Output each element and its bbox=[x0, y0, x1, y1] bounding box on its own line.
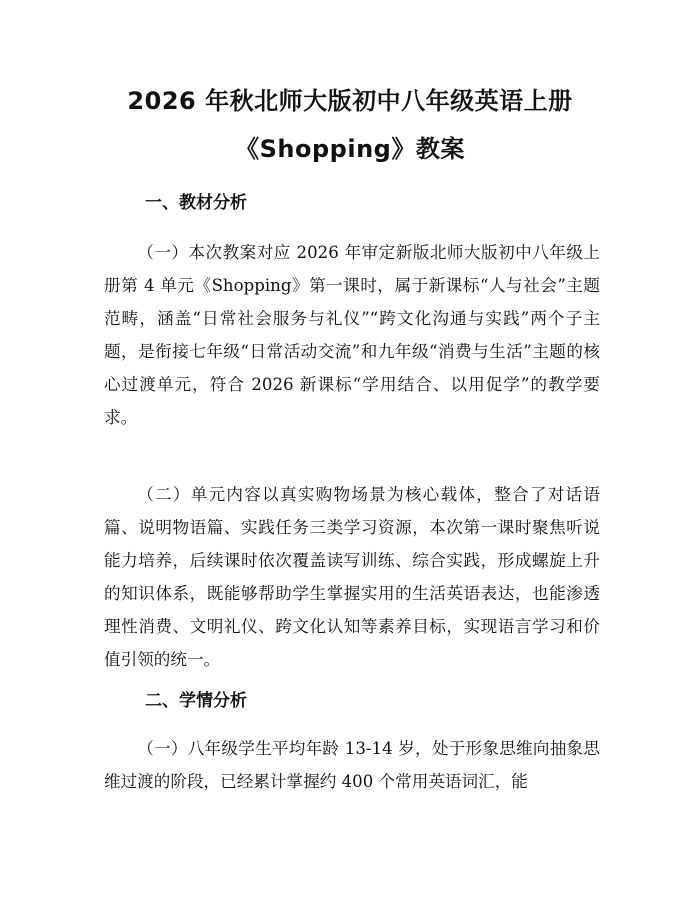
document-title-line-2: 《Shopping》教案 bbox=[235, 135, 465, 163]
section-heading-textbook-analysis: 一、教材分析 bbox=[145, 193, 247, 213]
paragraph-textbook-analysis-1: （一）本次教案对应 2026 年审定新版北师大版初中八年级上册第 4 单元《Shopping》第一课时，属于新课标“人与社会”主题范畴，涵盖“日常社会服务与礼仪”“跨文化沟通与实践”两个子主题，是衔接七年级“日常活动交流”和九年级“消费与生活”主题的核心过渡单元，符合 2026 新课标“学用结合、以用促学”的教学要求。 bbox=[104, 243, 600, 427]
document-title-line-1: 2026 年秋北师大版初中八年级英语上册 bbox=[127, 87, 573, 115]
section-heading-learner-analysis: 二、学情分析 bbox=[145, 691, 247, 711]
paragraph-textbook-analysis-2: （二）单元内容以真实购物场景为核心载体，整合了对话语篇、说明物语篇、实践任务三类学习资源，本次第一课时聚焦听说能力培养，后续课时依次覆盖读写训练、综合实践，形成螺旋上升的知识体系，既能够帮助学生掌握实用的生活英语表达，也能渗透理性消费、文明礼仪、跨文化认知等素养目标，实现语言学习和价值引领的统一。 bbox=[104, 485, 600, 669]
paragraph-learner-analysis-1: （一）八年级学生平均年龄 13-14 岁，处于形象思维向抽象思维过渡的阶段，已经累计掌握约 400 个常用英语词汇，能 bbox=[104, 739, 600, 791]
